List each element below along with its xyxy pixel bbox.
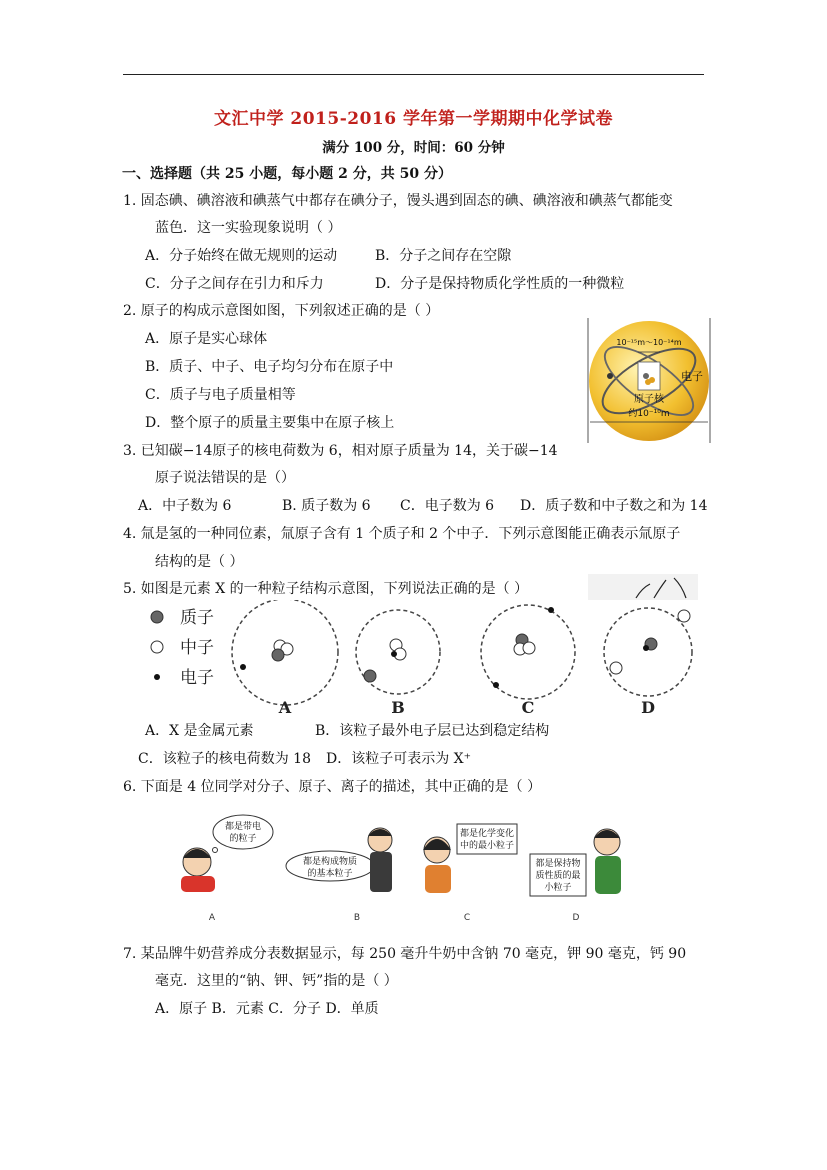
nucleus-particle [645,379,651,385]
diagram-d-neutron [610,662,622,674]
diagram-b-electron [391,651,397,657]
bubble-b-text-1: 都是构成物质 [302,857,358,867]
diagram-d-orbit [604,608,692,696]
q1-option-d: D．分子是保持物质化学性质的一种微粒 [375,276,625,292]
q2-stem: 2. 原子的构成示意图如图，下列叙述正确的是（ ） [123,303,440,319]
q3-option-b: B. 质子数为 6 [282,498,371,514]
bubble-d-text-3: 小粒子 [544,883,572,893]
q7-line2: 毫克．这里的“钠、钾、钙”指的是（ ） [155,973,398,989]
q7-line1: 7. 某品牌牛奶营养成分表数据显示，每 250 毫升牛奶中含钠 70 毫克，钾 90 毫克，钙 90 [123,946,687,962]
diagram-a-label: A [278,698,292,717]
diagram-a-proton [272,649,284,661]
q3-line1: 3. 已知碳−14原子的核电荷数为 6，相对原子质量为 14，关于碳−14 [123,443,558,459]
legend-neutron: 中子 [180,638,214,658]
q3-option-c: C．电子数为 6 [400,498,495,514]
student-d-shirt [595,856,621,894]
cartoon-label-d: D [572,913,580,923]
size-label: 约10⁻¹⁰m [628,409,670,419]
section-heading: 一、选择题（共 25 小题，每小题 2 分，共 50 分） [122,166,452,182]
q5-stem: 5. 如图是元素 X 的一种粒子结构示意图，下列说法正确的是（ ） [123,581,529,597]
cropped-figure-fragment [588,574,698,600]
q2-option-c: C．质子与电子质量相等 [145,387,296,403]
electron-label: 电子 [681,370,703,383]
q3-line2: 原子说法错误的是（） [155,470,295,486]
bubble-c-text-1: 都是化学变化 [459,829,515,839]
diagram-b-proton [364,670,376,682]
q1-line1: 1. 固态碘、碘溶液和碘蒸气中都存在碘分子，馒头遇到固态的碘、碘溶液和碘蒸气都能变 [123,193,673,209]
q6-stem: 6. 下面是 4 位同学对分子、原子、离子的描述，其中正确的是（ ） [123,779,542,795]
nucleus-particle [643,373,649,379]
top-rule [123,74,704,75]
diagram-c-label: C [521,698,535,717]
q4-line1: 4. 氚是氢的一种同位素，氚原子含有 1 个质子和 2 个中子．下列示意图能正确表示氚原子 [123,526,681,542]
diagram-b-label: B [391,698,405,717]
legend-electron: 电子 [180,668,214,688]
diagram-d-label: D [641,698,655,717]
page-title: 文汇中学 2015-2016 学年第一学期期中化学试卷 [213,109,614,129]
proton-legend-icon [151,611,163,623]
neutron-legend-icon [151,641,163,653]
q2-option-b: B．质子、中子、电子均匀分布在原子中 [145,359,394,375]
bubble-d-text-2: 质性质的最 [535,871,581,881]
cartoon-label-c: C [463,913,471,923]
bubble-b-text-2: 的基本粒子 [307,869,353,879]
bubble-a-text-1: 都是带电 [224,822,262,832]
bubble-a-text-2: 的粒子 [229,834,257,844]
diagram-d-electron [643,645,649,651]
q5-option-b: B．该粒子最外电子层已达到稳定结构 [315,723,550,739]
nucleus-label: 原子核 [634,394,664,405]
diagram-c-electron [493,682,499,688]
bubble-d-text-1: 都是保持物 [535,859,581,869]
legend-proton: 质子 [180,608,214,628]
q5-option-c: C．该粒子的核电荷数为 18 [138,751,311,767]
student-c-shirt [425,865,451,893]
diagram-c-electron [548,607,554,613]
bubble-c-text-2: 中的最小粒子 [459,841,515,851]
electron-legend-icon [154,674,160,680]
diagram-a-electron [240,664,246,670]
q2-option-a: A．原子是实心球体 [145,331,268,347]
page-subtitle: 满分 100 分，时间：60 分钟 [322,140,505,156]
students-cartoon-figure [175,810,645,925]
q1-option-c: C．分子之间存在引力和斥力 [145,276,324,292]
student-a-shirt [181,876,215,892]
q7-options: A．原子 B．元素 C．分子 D．单质 [155,1001,379,1017]
q1-option-b: B．分子之间存在空隙 [375,248,512,264]
q5-option-d: D．该粒子可表示为 X⁺ [326,751,472,767]
cartoon-label-a: A [208,913,216,923]
electron-dot [607,373,613,379]
cartoon-label-b: B [353,913,361,923]
student-b-jacket [370,852,392,892]
q2-option-d: D．整个原子的质量主要集中在原子核上 [145,415,395,431]
q1-line2: 蓝色．这一实验现象说明（ ） [155,220,342,236]
particle-structure-diagrams [140,600,710,718]
q1-option-a: A．分子始终在做无规则的运动 [145,248,338,264]
q3-option-a: A．中子数为 6 [138,498,232,514]
diagram-d-neutron [678,610,690,622]
q3-option-d: D．质子数和中子数之和为 14 [520,498,708,514]
atom-structure-figure [574,318,714,443]
scale-label: 10⁻¹⁵m～10⁻¹⁴m [616,338,682,347]
q5-option-a: A．X 是金属元素 [145,723,254,739]
q4-line2: 结构的是（ ） [155,554,244,570]
diagram-c-neutron [523,642,535,654]
